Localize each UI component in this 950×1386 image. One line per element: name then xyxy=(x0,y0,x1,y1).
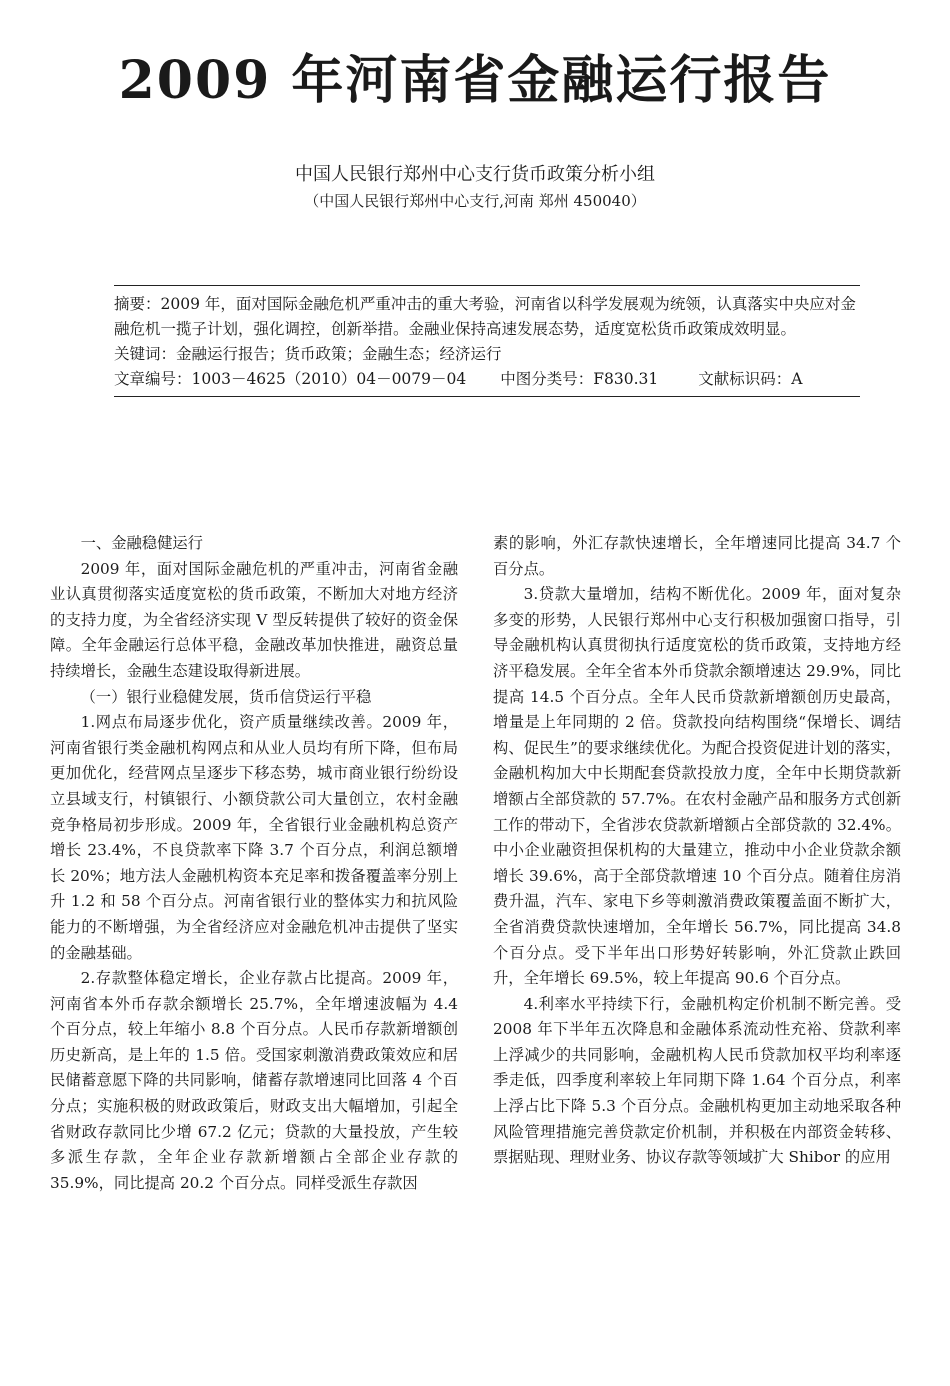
article-meta-line xyxy=(114,367,860,392)
paragraph: 2009 年，面对国际金融危机的严重冲击，河南省金融业认真贯彻落实适度宽松的货币政策，不断加大对地方经济的支持力度，为全省经济实现 V 型反转提供了较好的资金保障。全年金融运行总体平稳，金融改革加快推进，融资总量持续增长，金融生态建设取得新进展。 xyxy=(50,559,458,680)
article-title: 2009 年河南省金融运行报告 xyxy=(118,50,832,111)
paragraph: 1.网点布局逐步优化，资产质量继续改善。2009 年，河南省银行类金融机构网点和从业人员均有所下降，但布局更加优化，经营网点呈逐步下移态势，城市商业银行纷纷设立县域支行，村镇银行、小额贷款公司大量创立，农村金融竞争格局初步形成。2009 年，全省银行业金融机构总资产增长 23.4%，不良贷款率下降 3.7 个百分点，利润总额增长 20%；地方法人金融机构资本充足率和拨备覆盖率分别上升 1.2 和 58 个百分点。河南省银行业的整体实力和抗风险能力的不断增强，为全省经济应对金融危机冲击提供了坚实的金融基础。 xyxy=(50,713,458,962)
author-group: 中国人民银行郑州中心支行货币政策分析小组 xyxy=(295,164,655,185)
abstract-block xyxy=(114,285,860,397)
abstract-text: 摘要：2009 年，面对国际金融危机严重冲击的重大考验，河南省以科学发展观为统领，认真落实中央应对金融危机一揽子计划，强化调控，创新举措。金融业保持高速发展态势，适度宽松货币政策成效明显。 xyxy=(114,295,856,338)
paragraph: 4.利率水平持续下行，金融机构定价机制不断完善。受 2008 年下半年五次降息和金融体系流动性充裕、贷款利率上浮减少的共同影响，金融机构人民币贷款加权平均利率逐季走低，四季度利率较上年同期下降 1.64 个百分点，利率上浮占比下降 5.3 个百分点。金融机构更加主动地采取各种风险管理措施完善贷款定价机制，并积极在内部资金转移、票据贴现、理财业务、协议存款等领域扩大 Shibor 的应用 xyxy=(493,994,901,1167)
author-affiliation: （中国人民银行郑州中心支行,河南 郑州 450040） xyxy=(304,192,646,210)
paragraph-continuation: 素的影响，外汇存款快速增长，全年增速同比提高 34.7 个百分点。 xyxy=(493,534,901,578)
paragraph: 3.贷款大量增加，结构不断优化。2009 年，面对复杂多变的形势，人民银行郑州中心支行积极加强窗口指导，引导金融机构认真贯彻执行适度宽松的货币政策，支持地方经济平稳发展。全年全省本外币贷款余额增速达 29.9%，同比提高 14.5 个百分点。全年人民币贷款新增额创历史最高，增量是上年同期的 2 倍。贷款投向结构围绕“保增长、调结构、促民生”的要求继续优化。为配合投资促进计划的落实，金融机构加大中长期配套贷款投放力度，全年中长期贷款新增额占全部贷款的 57.7%。在农村金融产品和服务方式创新工作的带动下，全省涉农贷款新增额占全部贷款的 32.4%。中小企业融资担保机构的大量建立，推动中小企业贷款余额增长 39.6%，高于全部贷款增速 10 个百分点。随着住房消费升温，汽车、家电下乡等刺激消费政策覆盖面不断扩大，全省消费贷款快速增加，全年增长 56.7%，同比提高 34.8 个百分点。受下半年出口形势好转影响，外汇贷款止跌回升，全年增长 69.5%，较上年提高 90.6 个百分点。 xyxy=(493,585,901,988)
subsection-heading: （一）银行业稳健发展，货币信贷运行平稳 xyxy=(80,687,372,706)
clc-number: 中图分类号：F830.31 xyxy=(500,370,659,388)
section-heading: 一、金融稳健运行 xyxy=(80,534,203,552)
article-number: 文章编号：1003－4625（2010）04－0079－04 xyxy=(114,370,467,388)
paragraph: 2.存款整体稳定增长，企业存款占比提高。2009 年，河南省本外币存款余额增长 25.7%，全年增速波幅为 4.4 个百分点，较上年缩小 8.8 个百分点。人民币存款新增额创历史新高，是上年的 1.5 倍。受国家刺激消费政策效应和居民储蓄意愿下降的共同影响，储蓄存款增速同比回落 4 个百分点；实施积极的财政政策后，财政支出大幅增加，引起全省财政存款同比少增 67.2 亿元；贷款的大量投放，产生较多派生存款，全年企业存款新增额占全部企业存款的 35.9%，同比提高 20.2 个百分点。同样受派生存款因 xyxy=(50,969,458,1192)
left-column xyxy=(50,531,458,1196)
keywords: 关键词：金融运行报告；货币政策；金融生态；经济运行 xyxy=(114,345,502,363)
document-code: 文献标识码：A xyxy=(698,370,803,388)
right-column xyxy=(493,531,901,1171)
